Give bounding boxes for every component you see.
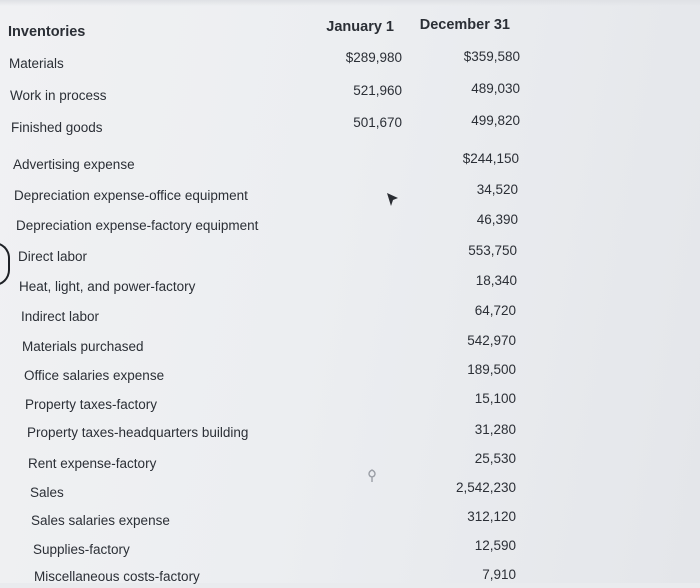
account-row — [0, 422, 700, 444]
account-row — [0, 453, 700, 475]
account-value: 34,520 — [476, 182, 518, 197]
account-value: 46,390 — [476, 212, 518, 227]
account-value: 18,340 — [475, 273, 517, 288]
account-label: Heat, light, and power-factory — [19, 279, 196, 294]
account-row — [0, 482, 700, 504]
account-label: Direct labor — [18, 249, 88, 264]
account-label: Office salaries expense — [24, 368, 165, 383]
row-label: Materials — [9, 56, 64, 71]
account-label: Indirect labor — [21, 309, 100, 324]
account-label: Supplies-factory — [33, 542, 130, 557]
account-label: Property taxes-factory — [25, 397, 158, 412]
row-label: Work in process — [10, 88, 107, 103]
account-value: 31,280 — [474, 422, 516, 437]
account-row — [0, 151, 700, 176]
account-label: Property taxes-headquarters building — [27, 425, 249, 440]
row-label: Finished goods — [11, 120, 103, 135]
mouse-pointer-icon — [386, 192, 400, 208]
inventories-heading: Inventories — [8, 24, 86, 40]
account-row — [0, 182, 700, 207]
inventory-row-work-in-process — [0, 81, 700, 107]
column-header-december: December 31 — [419, 17, 510, 33]
account-value: 189,500 — [467, 362, 516, 377]
top-shadow — [0, 0, 700, 6]
inventories-header-row — [0, 17, 700, 43]
account-value: 12,590 — [474, 538, 516, 553]
account-label: Depreciation expense-factory equipment — [16, 218, 259, 233]
account-row — [0, 566, 700, 588]
row-value-dec: 499,820 — [471, 113, 520, 128]
pin-mark-icon — [366, 469, 378, 483]
row-value-dec: $359,580 — [463, 49, 520, 64]
account-label: Depreciation expense-office equipment — [14, 188, 248, 203]
account-row — [0, 273, 700, 298]
row-value-jan: 521,960 — [353, 83, 402, 98]
account-label: Advertising expense — [13, 157, 135, 172]
account-value: $244,150 — [462, 151, 519, 166]
account-value: 25,530 — [474, 451, 516, 466]
inventory-row-finished-goods — [0, 113, 700, 139]
row-value-jan: 501,670 — [353, 115, 402, 130]
account-row — [0, 333, 700, 358]
row-value-dec: 489,030 — [471, 81, 520, 96]
account-value: 312,120 — [467, 509, 516, 524]
account-label: Sales — [30, 485, 64, 500]
account-value: 542,970 — [467, 333, 516, 348]
row-value-jan: $289,980 — [345, 50, 402, 65]
account-value: 553,750 — [468, 243, 517, 258]
account-row — [0, 539, 700, 561]
account-label: Rent expense-factory — [28, 456, 157, 471]
column-header-january: January 1 — [326, 19, 394, 35]
account-value: 2,542,230 — [455, 480, 516, 495]
inventory-row-materials — [0, 49, 700, 75]
account-label: Sales salaries expense — [31, 513, 170, 528]
account-label: Materials purchased — [22, 339, 144, 354]
account-value: 15,100 — [474, 391, 516, 406]
account-value: 64,720 — [474, 303, 516, 318]
account-row — [0, 362, 700, 387]
account-label: Miscellaneous costs-factory — [34, 569, 200, 584]
account-value: 7,910 — [482, 567, 516, 582]
account-row — [0, 212, 700, 237]
account-row — [0, 510, 700, 532]
account-row — [0, 391, 700, 416]
account-row — [0, 303, 700, 328]
account-row — [0, 243, 700, 268]
